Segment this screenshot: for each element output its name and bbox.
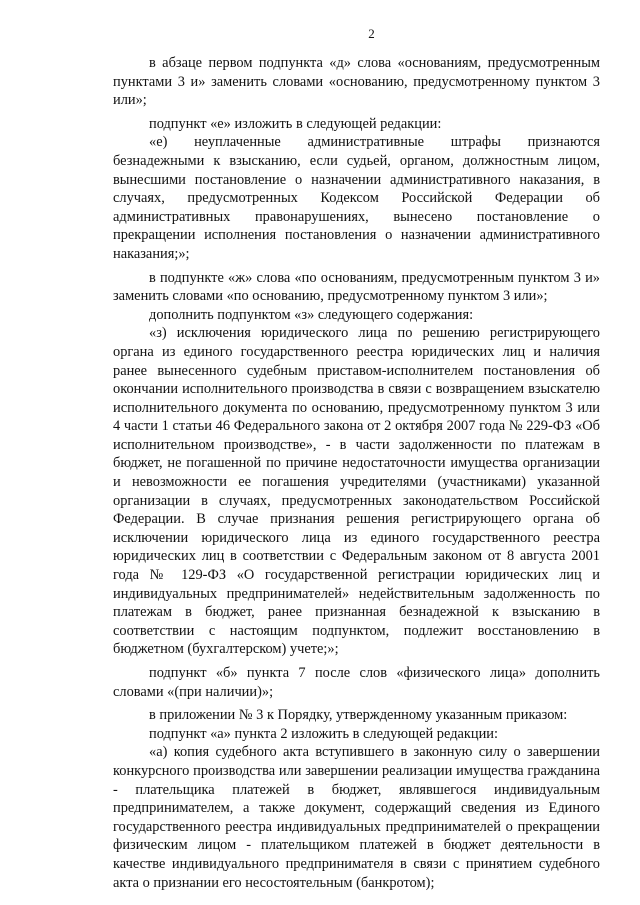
paragraph-appendix-3: в приложении № 3 к Порядку, утвержденному указанным приказом: [149, 707, 568, 724]
paragraph-podpunkt-z-text: «з) исключения юридического лица по решению регистрирующего органа из единого государственного реестра юридических лиц и наличия ранее вынесенного судебным приставом-исполнителем постановления об окончании исполнительного производства в связи с возвращением взыскателю исполнительного документа по основанию, предусмотренному пунктом 3 или 4 части 1 статьи 46 Федерального закона от 2 октября 2007 года № 229-ФЗ «Об исполнительном производстве», - в части задолженности по платежам в бюджет, не погашенной по причине недостаточности имущества организации и невозможности ее погашения учредителями (участниками) указанной организации в случаях, предусмотренных законодательством Российской Федерации. В случае признания решения регистрирующего органа об исключении юридического лица из единого государственного реестра юридических лиц в соответствии с Федеральным законом от 8 августа 2001 года № 129-ФЗ «О государственной регистрации юридических лиц и индивидуальных предпринимателей» недействительным задолженность по платежам в бюджет, ранее признанная безнадежной к взысканию в соответствии с настоящим подпунктом, подлежит восстановлению в бюджетном (бухгалтерском) учете;»; [113, 325, 600, 658]
paragraph-podpunkt-b: подпункт «б» пункта 7 после слов «физического лица» дополнить словами «(при наличии)»; [113, 665, 600, 700]
paragraph-podpunkt-zh: в подпункте «ж» слова «по основаниям, предусмотренным пунктом 3 и» заменить словами «по основанию, предусмотренному пунктом 3 или»; [113, 269, 600, 305]
paragraph-podpunkt-a-intro: подпункт «а» пункта 2 изложить в следующей редакции: [149, 725, 498, 742]
paragraph-podpunkt-e-text: «е) неуплаченные административные штрафы признаются безнадежными к взысканию, если судьей, органом, должностным лицом, вынесшими постановление о назначении административного наказания, в случаях, предусмотренных Кодексом Российской Федерации об административных правонарушениях, вынесено постановление о прекращении исполнения постановления о назначении административного наказания;»; [113, 134, 600, 262]
page-number: 2 [368, 26, 375, 41]
paragraph-podpunkt-e-intro: подпункт «е» изложить в следующей редакции: [149, 115, 442, 132]
paragraph-podpunkt-d: в абзаце первом подпункта «д» слова «основаниям, предусмотренным пунктами 3 и» заменить словами «основанию, предусмотренному пунктом 3 или»; [113, 55, 600, 109]
paragraph-podpunkt-z-intro: дополнить подпунктом «з» следующего содержания: [149, 306, 474, 323]
paragraph-podpunkt-a-text: «а) копия судебного акта вступившего в законную силу о завершении конкурсного производства или завершении реализации имущества гражданина - плательщика платежей в бюджет, являвшегося индивидуальным предпринимателем, а также документ, содержащий сведения из Единого государственного реестра индивидуальных предпринимателей о прекращении физическим лицом - плательщиком платежей в бюджет деятельности в качестве индивидуального предпринимателя в связи с принятием судебного акта о признании его несостоятельным (банкротом); [113, 744, 600, 891]
